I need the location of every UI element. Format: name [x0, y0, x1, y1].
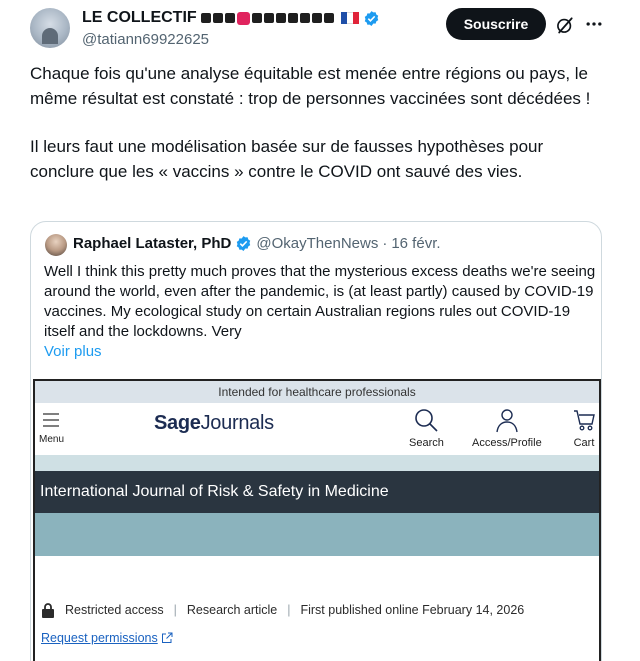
- grok-icon[interactable]: [555, 15, 575, 35]
- quote-author-name[interactable]: Raphael Lataster, PhD: [73, 235, 232, 252]
- article-meta: [41, 602, 524, 618]
- article-screenshot-image[interactable]: [33, 379, 601, 661]
- article-access-profile: [472, 407, 542, 449]
- quote-text: Well I think this pretty much proves that the mysterious excess deaths we're seeing around the world, even after the pandemic, is (at least partly) caused by COVID-19 vaccines. My ecological study on certain Australian regions rules out COVID-19 itself and the lockdowns. Very: [44, 263, 596, 340]
- quote-header: [73, 235, 441, 252]
- hamburger-menu-icon: [41, 411, 61, 429]
- article-type: Research article: [186, 603, 278, 617]
- lock-icon: [41, 602, 55, 618]
- logo-sage-text: Sage: [154, 412, 201, 434]
- external-link-icon: [161, 632, 173, 644]
- article-nav: [35, 403, 599, 455]
- access-label: Access/Profile: [472, 437, 542, 449]
- menu-label: Menu: [39, 434, 65, 445]
- meta-separator: |: [287, 603, 291, 617]
- publication-date: First published online February 14, 2026: [300, 603, 525, 617]
- article-cart: [571, 407, 597, 449]
- search-label: Search: [409, 437, 444, 449]
- journal-title: International Journal of Risk & Safety in Medicine: [35, 471, 599, 513]
- quote-author-avatar[interactable]: [45, 234, 67, 256]
- meta-separator: |: [173, 603, 177, 617]
- verified-badge-icon: [235, 235, 252, 252]
- quote-separator: ·: [382, 235, 388, 252]
- article-banner: Intended for healthcare professionals: [35, 381, 599, 403]
- quoted-tweet[interactable]: [30, 221, 602, 661]
- tweet-paragraph: Il leurs faut une modélisation basée sur de fausses hypothèses pour conclure que les « vaccins » contre le COVID ont sauvé des vies.: [30, 137, 544, 181]
- article-divider-band: [35, 455, 599, 471]
- quote-author-handle[interactable]: @OkayThenNews: [256, 235, 379, 252]
- sage-journals-logo: [154, 412, 274, 435]
- search-icon: [413, 407, 439, 433]
- author-avatar[interactable]: [30, 8, 70, 48]
- more-options-icon[interactable]: [584, 14, 604, 34]
- cart-label: Cart: [573, 437, 595, 449]
- cart-icon: [571, 407, 597, 433]
- access-status: Restricted access: [65, 603, 164, 617]
- user-icon: [494, 407, 520, 433]
- subscribe-button[interactable]: Souscrire: [446, 8, 546, 40]
- tweet-paragraph: Chaque fois qu'une analyse équitable est menée entre régions ou pays, le même résultat est constaté : trop de personnes vaccinées sont décédées !: [30, 64, 591, 108]
- permissions-label: Request permissions: [41, 631, 158, 645]
- author-name-text: LE COLLECTIF: [82, 9, 197, 26]
- article-teal-band: [35, 513, 599, 556]
- name-emoji-letters-icon: [201, 12, 334, 25]
- author-handle[interactable]: @tatiann69922625: [82, 31, 210, 48]
- author-display-name[interactable]: [82, 9, 380, 27]
- article-search: [409, 407, 444, 449]
- verified-badge-icon: [363, 10, 380, 27]
- logo-journals-text: Journals: [200, 412, 274, 434]
- show-more-link[interactable]: Voir plus: [44, 343, 102, 360]
- tweet-body: [30, 62, 610, 208]
- request-permissions-link: [41, 631, 173, 645]
- quote-date[interactable]: 16 févr.: [391, 235, 441, 252]
- france-flag-icon: [341, 12, 359, 24]
